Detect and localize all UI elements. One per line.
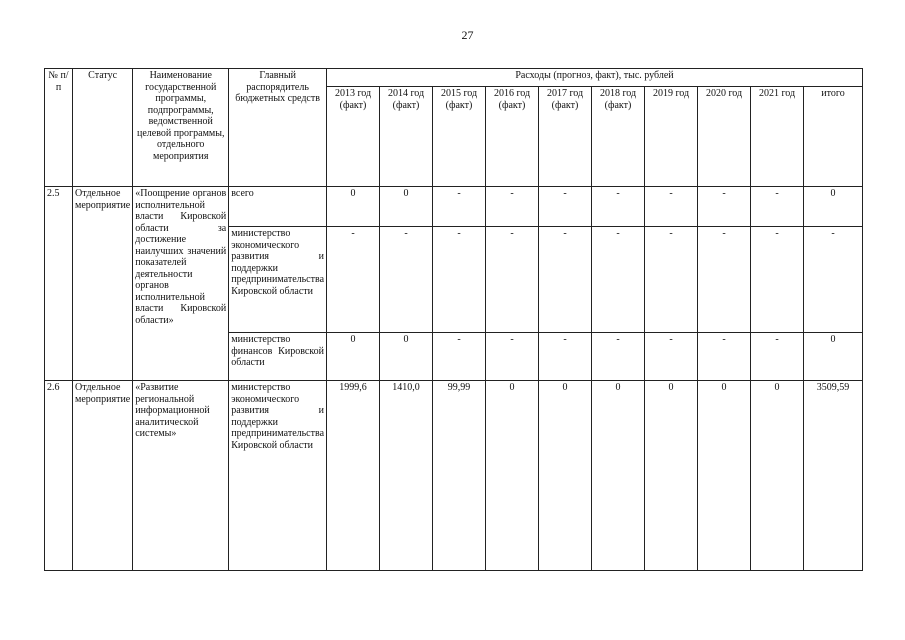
total-cell: 0: [804, 333, 863, 381]
value-cell: -: [486, 333, 539, 381]
value-cell: 99,99: [433, 381, 486, 571]
header-year: 2017 год (факт): [539, 87, 592, 187]
value-cell: -: [645, 227, 698, 333]
value-cell: -: [486, 187, 539, 227]
value-cell: -: [592, 227, 645, 333]
row-num: 2.5: [45, 187, 73, 381]
header-name: Наименование государственной программы, подпрограммы, ведомственной целевой программы, отдельного мероприятия: [133, 69, 229, 187]
row-distributor: министерство финансов Кировской области: [229, 333, 327, 381]
header-year: 2021 год: [751, 87, 804, 187]
row-name: «Поощрение органов исполнительной власти Кировской области за достижение наилучших значений показателей деятельности органов исполнительной власти Кировской области»: [133, 187, 229, 381]
header-year: 2020 год: [698, 87, 751, 187]
header-year: 2019 год: [645, 87, 698, 187]
value-cell: -: [433, 227, 486, 333]
row-num: 2.6: [45, 381, 73, 571]
value-cell: -: [751, 227, 804, 333]
value-cell: -: [751, 333, 804, 381]
value-cell: 0: [380, 333, 433, 381]
header-year: 2014 год (факт): [380, 87, 433, 187]
header-year: 2016 год (факт): [486, 87, 539, 187]
value-cell: -: [645, 333, 698, 381]
value-cell: -: [380, 227, 433, 333]
row-name: «Развитие региональной информационной аналитической системы»: [133, 381, 229, 571]
header-expenses: Расходы (прогноз, факт), тыс. рублей: [327, 69, 863, 87]
table-row: [45, 187, 863, 227]
total-cell: 0: [804, 187, 863, 227]
value-cell: 0: [327, 187, 380, 227]
row-distributor: всего: [229, 187, 327, 227]
row-status: Отдельное мероприятие: [73, 381, 133, 571]
value-cell: -: [433, 333, 486, 381]
header-total: итого: [804, 87, 863, 187]
value-cell: 1410,0: [380, 381, 433, 571]
value-cell: 1999,6: [327, 381, 380, 571]
header-year: 2015 год (факт): [433, 87, 486, 187]
value-cell: -: [645, 187, 698, 227]
value-cell: -: [327, 227, 380, 333]
value-cell: -: [539, 333, 592, 381]
value-cell: -: [486, 227, 539, 333]
header-year: 2018 год (факт): [592, 87, 645, 187]
value-cell: -: [433, 187, 486, 227]
value-cell: -: [698, 227, 751, 333]
value-cell: 0: [539, 381, 592, 571]
page-number: 27: [461, 28, 474, 42]
value-cell: -: [698, 187, 751, 227]
value-cell: 0: [486, 381, 539, 571]
row-distributor: министерство экономического развития и поддержки предпринимательства Кировской области: [229, 227, 327, 333]
value-cell: -: [698, 333, 751, 381]
value-cell: -: [592, 333, 645, 381]
value-cell: 0: [327, 333, 380, 381]
value-cell: -: [539, 187, 592, 227]
value-cell: 0: [380, 187, 433, 227]
value-cell: 0: [698, 381, 751, 571]
header-status: Статус: [73, 69, 133, 187]
header-year: 2013 год (факт): [327, 87, 380, 187]
row-distributor: министерство экономического развития и поддержки предпринимательства Кировской области: [229, 381, 327, 571]
value-cell: -: [751, 187, 804, 227]
table-row: [45, 381, 863, 571]
total-cell: -: [804, 227, 863, 333]
value-cell: 0: [592, 381, 645, 571]
row-status: Отдельное мероприятие: [73, 187, 133, 381]
budget-table: [44, 68, 863, 571]
value-cell: 0: [645, 381, 698, 571]
total-cell: 3509,59: [804, 381, 863, 571]
value-cell: -: [539, 227, 592, 333]
value-cell: 0: [751, 381, 804, 571]
header-distributor: Главный распорядитель бюджетных средств: [229, 69, 327, 187]
value-cell: -: [592, 187, 645, 227]
header-num: № п/п: [45, 69, 73, 187]
